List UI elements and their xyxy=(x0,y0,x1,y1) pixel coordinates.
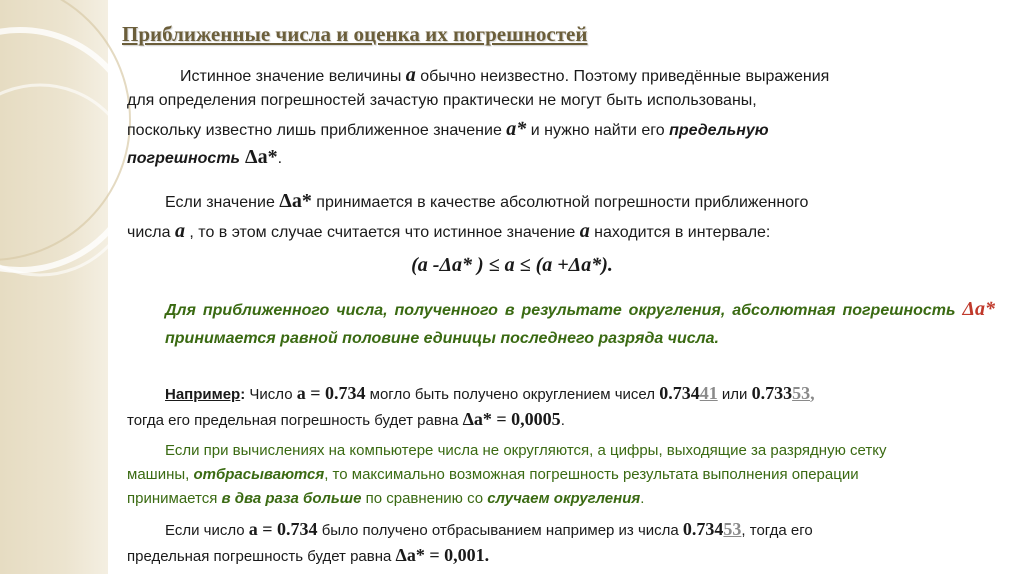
note-line3: принимается в два раза больше по сравнению со случаем округления. xyxy=(127,490,645,507)
delta-a-star: Δa* xyxy=(279,190,312,212)
rounding-rule: Для приближенного числа, полученного в результате округления, абсолютная погрешность Δa* принимается равной половине единицы последнего разряда числа. xyxy=(165,298,995,347)
note-line2: машины, отбрасываются, то максимально возможная погрешность результата выполнения операции xyxy=(127,466,859,483)
p2-line2: числа a , то в этом случае считается что истинное значение a находится в интервале: xyxy=(127,220,771,242)
example-label: Например xyxy=(165,386,241,403)
page-title: Приближенные числа и оценка их погрешностей xyxy=(122,22,588,46)
note-line1: Если при вычислениях на компьютере числа не округляются, а цифры, выходящие за разрядную сетку xyxy=(165,442,887,459)
emph-limit: предельную xyxy=(669,122,769,139)
var-a: a xyxy=(405,64,416,86)
example1-line1: Например: Число a = 0.734 могло быть получено округлением чисел 0.73441 или 0.73353, xyxy=(165,383,815,403)
p1-line3: поскольку известно лишь приближенное значение a* и нужно найти его предельную xyxy=(127,118,769,140)
delta-a-star: Δa* xyxy=(962,298,995,320)
example2-line1: Если число a = 0.734 было получено отбрасыванием например из числа 0.73453, тогда его xyxy=(165,519,813,539)
p1-line1: Истинное значение величины a обычно неизвестно. Поэтому приведённые выражения xyxy=(180,64,830,86)
p2-line1: Если значение Δa* принимается в качестве абсолютной погрешности приближенного xyxy=(165,190,809,212)
p1-line2: для определения погрешностей зачастую практически не могут быть использованы, xyxy=(127,92,757,109)
delta-a-star: Δa* xyxy=(240,146,278,168)
p1-line4: погрешность Δa*. xyxy=(127,146,283,168)
var-a-star: a* xyxy=(506,118,527,140)
interval-formula: (a -Δa* ) ≤ a ≤ (a +Δa*). xyxy=(411,254,613,276)
example2-line2: предельная погрешность будет равна Δa* = 0,001. xyxy=(127,545,490,565)
example1-line2: тогда его предельная погрешность будет равна Δa* = 0,0005. xyxy=(127,409,565,429)
